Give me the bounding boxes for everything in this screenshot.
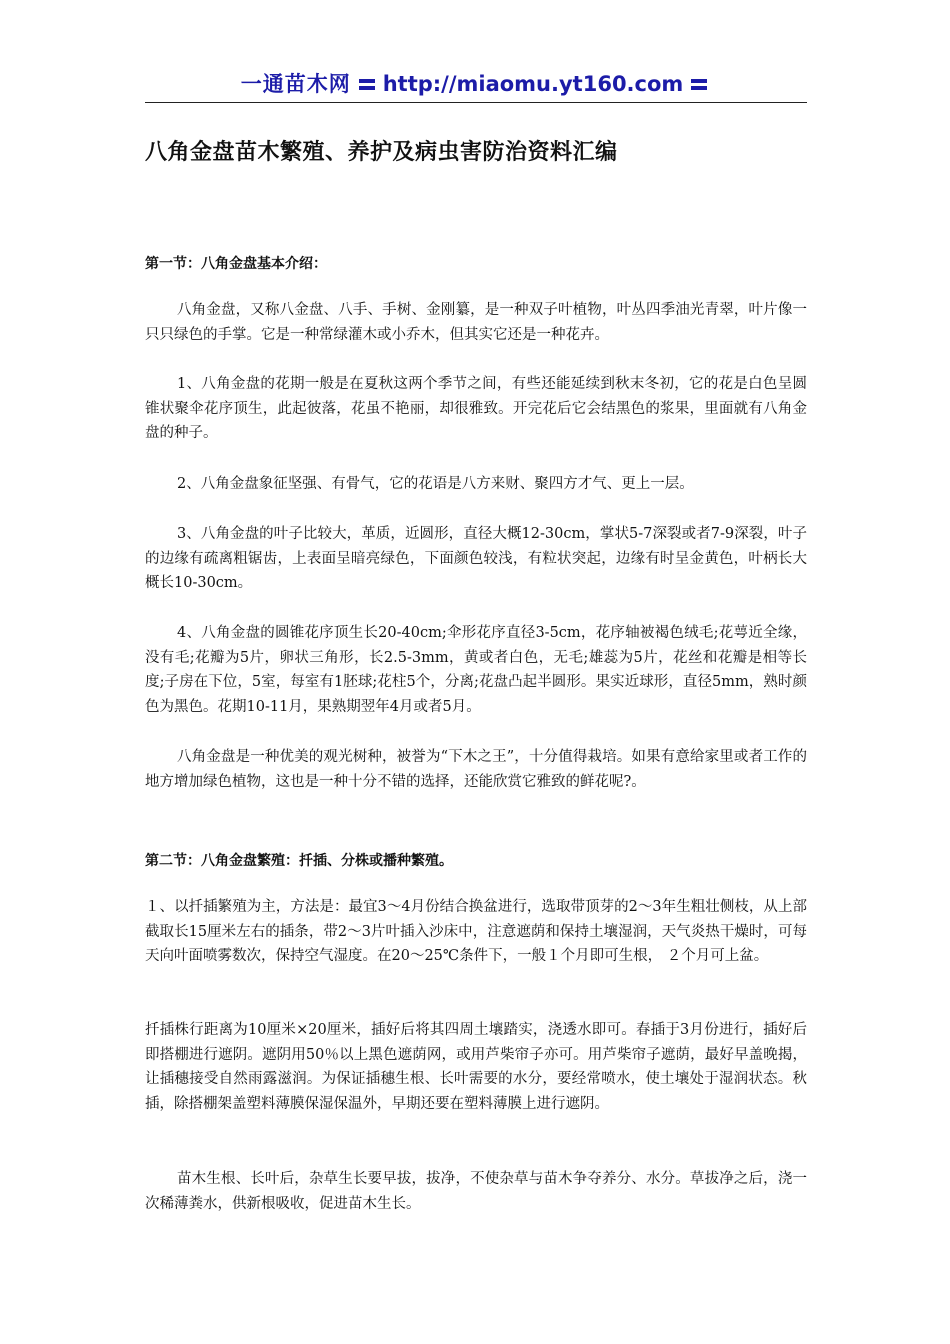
section-1-item-2-paragraph: 2、八角金盘象征坚强、有骨气，它的花语是八方来财、聚四方才气、更上一层。 — [177, 476, 694, 492]
section-2-heading: 第二节：八角金盘繁殖：扦插、分株或播种繁殖。 — [145, 853, 453, 869]
header-banner — [241, 70, 712, 98]
site-url[interactable]: http://miaomu.yt160.com — [382, 72, 684, 96]
document-title: 八角金盘苗木繁殖、养护及病虫害防治资料汇编 — [145, 140, 618, 165]
section-1-closing-paragraph: 八角金盘是一种优美的观光树种，被誉为“下木之王”，十分值得栽培。如果有意给家里或者工作的地方增加绿色植物，这也是一种十分不错的选择，还能欣赏它雅致的鲜花呢?。 — [145, 749, 807, 790]
blue-bars-icon — [691, 75, 707, 93]
section-1-intro-paragraph: 八角金盘，又称八金盘、八手、手树、金刚纂，是一种双子叶植物，叶丛四季油光青翠，叶片像一只只绿色的手掌。它是一种常绿灌木或小乔木，但其实它还是一种花卉。 — [145, 302, 807, 343]
section-1-item-4-paragraph: 4、八角金盘的圆锥花序顶生长20-40cm;伞形花序直径3-5cm，花序轴被褐色绒毛;花萼近全缘，没有毛;花瓣为5片，卵状三角形，长2.5-3mm，黄或者白色，无毛;雄蕊为5片，花丝和花瓣是相等长度;子房在下位，5室，每室有1胚球;花柱5个，分离;花盘凸起半圆形。果实近球形，直径5mm，熟时颜色为黑色。花期10-11月，果熟期翌年4月或者5月。 — [145, 625, 807, 715]
section-2-weeding-paragraph: 苗木生根、长叶后，杂草生长要早拔，拔净，不使杂草与苗木争夺养分、水分。草拔净之后，浇一次稀薄粪水，供新根吸收，促进苗木生长。 — [145, 1171, 807, 1212]
section-1-item-1-paragraph: 1、八角金盘的花期一般是在夏秋这两个季节之间，有些还能延续到秋末冬初，它的花是白色呈圆锥状聚伞花序顶生，此起彼落，花虽不艳丽，却很雅致。开完花后它会结黑色的浆果，里面就有八角金盘的种子。 — [145, 376, 807, 441]
section-2-planting-paragraph: 扦插株行距离为10厘米×20厘米，插好后将其四周土壤踏实，浇透水即可。春插于3月份进行，插好后即搭棚进行遮阴。遮阴用50％以上黑色遮荫网，或用芦柴帘子亦可。用芦柴帘子遮荫，最好早盖晚揭，让插穗接受自然雨露滋润。为保证插穗生根、长叶需要的水分，要经常喷水，使土壤处于湿润状态。秋插，除搭棚架盖塑料薄膜保湿保温外，早期还要在塑料薄膜上进行遮阴。 — [145, 1022, 807, 1112]
blue-bars-icon — [359, 75, 375, 93]
site-brand[interactable]: 一通苗木网 — [240, 72, 351, 96]
section-1-heading: 第一节：八角金盘基本介绍： — [145, 256, 327, 272]
section-2-item-1-paragraph: １、以扦插繁殖为主，方法是：最宜3～4月份结合换盆进行，选取带顶芽的2～3年生粗壮侧枝，从上部截取长15厘米左右的插条，带2～3片叶插入沙床中，注意遮荫和保持土壤湿润，天气炎热干燥时，可每天向叶面喷雾数次，保持空气湿度。在20～25℃条件下，一般１个月即可生根， ２个月可上盆。 — [145, 899, 807, 964]
section-1-item-3-paragraph: 3、八角金盘的叶子比较大，革质，近圆形，直径大概12-30cm，掌状5-7深裂或者7-9深裂，叶子的边缘有疏离粗锯齿，上表面呈暗亮绿色，下面颜色较浅，有粒状突起，边缘有时呈金黄色，叶柄长大概长10-30cm。 — [145, 526, 807, 591]
site-header — [145, 70, 807, 103]
